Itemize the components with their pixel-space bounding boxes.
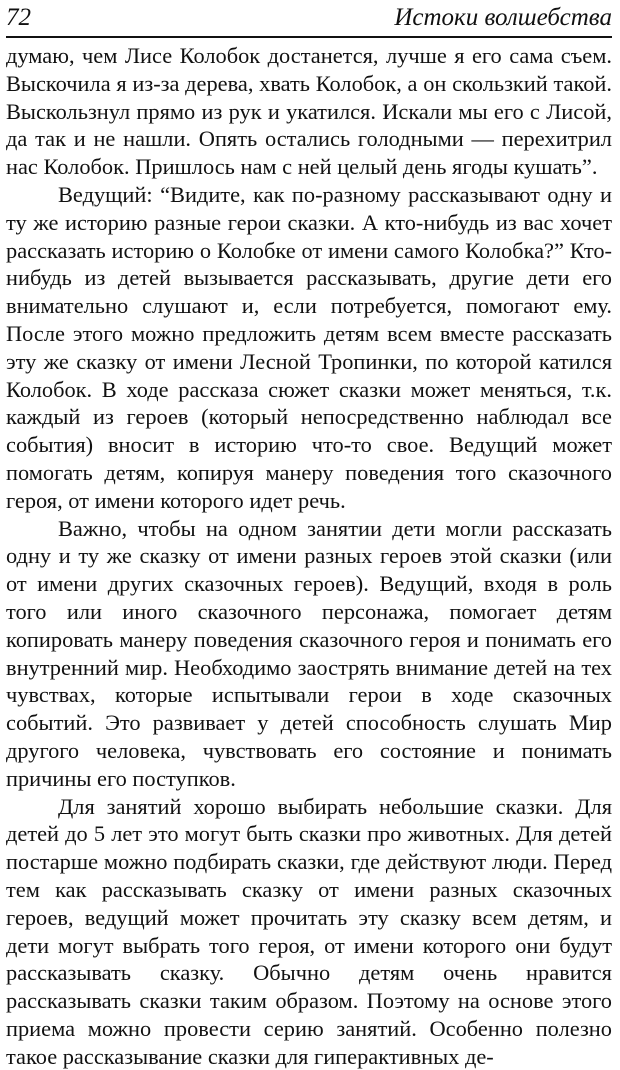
paragraph: Важно, чтобы на одном занятии дети могли рассказать одну и ту же сказку от имени разных героев этой сказки (или от имени других сказочных героев). Ведущий, входя в роль того или иного сказочного персонажа, помогает детям копировать манеру поведения сказочного героя и понимать его внутренний мир. Необходимо заострять внимание детей на тех чувствах, которые испытывали герои в ходе сказочных событий. Это развивает у детей способность слушать Мир другого человека, чувствовать его состояние и понимать причины его поступков. [6, 515, 612, 791]
body-text [6, 42, 612, 1070]
page-number: 72 [6, 4, 31, 31]
paragraph: Ведущий: “Видите, как по-разному рассказывают одну и ту же историю разные герои сказки. А кто-нибудь из вас хочет рассказать историю о Колобке от имени самого Колобка?” Кто-нибудь из детей вызывается рассказывать, другие дети его внимательно слушают и, если потребуется, помогают ему. После этого можно предложить детям всем вместе рассказать эту же сказку от имени Лесной Тропинки, по которой катился Колобок. В ходе рассказа сюжет сказки может меняться, т.к. каждый из героев (который непосредственно наблюдал все события) вносит в историю что-то свое. Ведущий может помогать детям, копируя манеру поведения того сказочного героя, от имени которого идет речь. [6, 181, 612, 513]
running-header [6, 2, 612, 38]
paragraph-continuation: думаю, чем Лисе Колобок достанется, лучше я его сама съем. Выскочила я из-за дерева, хвать Колобок, а он скользкий такой. Выскользнул прямо из рук и укатился. Искали мы его с Лисой, да так и не нашли. Опять остались голодными — перехитрил нас Колобок. Пришлось нам с ней целый день ягоды кушать”. [6, 43, 612, 180]
book-title: Истоки волшебства [394, 4, 612, 31]
paragraph: Для занятий хорошо выбирать небольшие сказки. Для детей до 5 лет это могут быть сказки про животных. Для детей постарше можно подбирать сказки, где действуют люди. Перед тем как рассказывать сказку от имени разных сказочных героев, ведущий может прочитать эту сказку всем детям, и дети могут выбрать того героя, от имени которого они будут рассказывать сказку. Обычно детям очень нравится рассказывать сказки таким образом. Поэтому на основе этого приема можно провести серию занятий. Особенно полезно такое рассказывание сказки для гиперактивных де- [6, 793, 612, 1069]
